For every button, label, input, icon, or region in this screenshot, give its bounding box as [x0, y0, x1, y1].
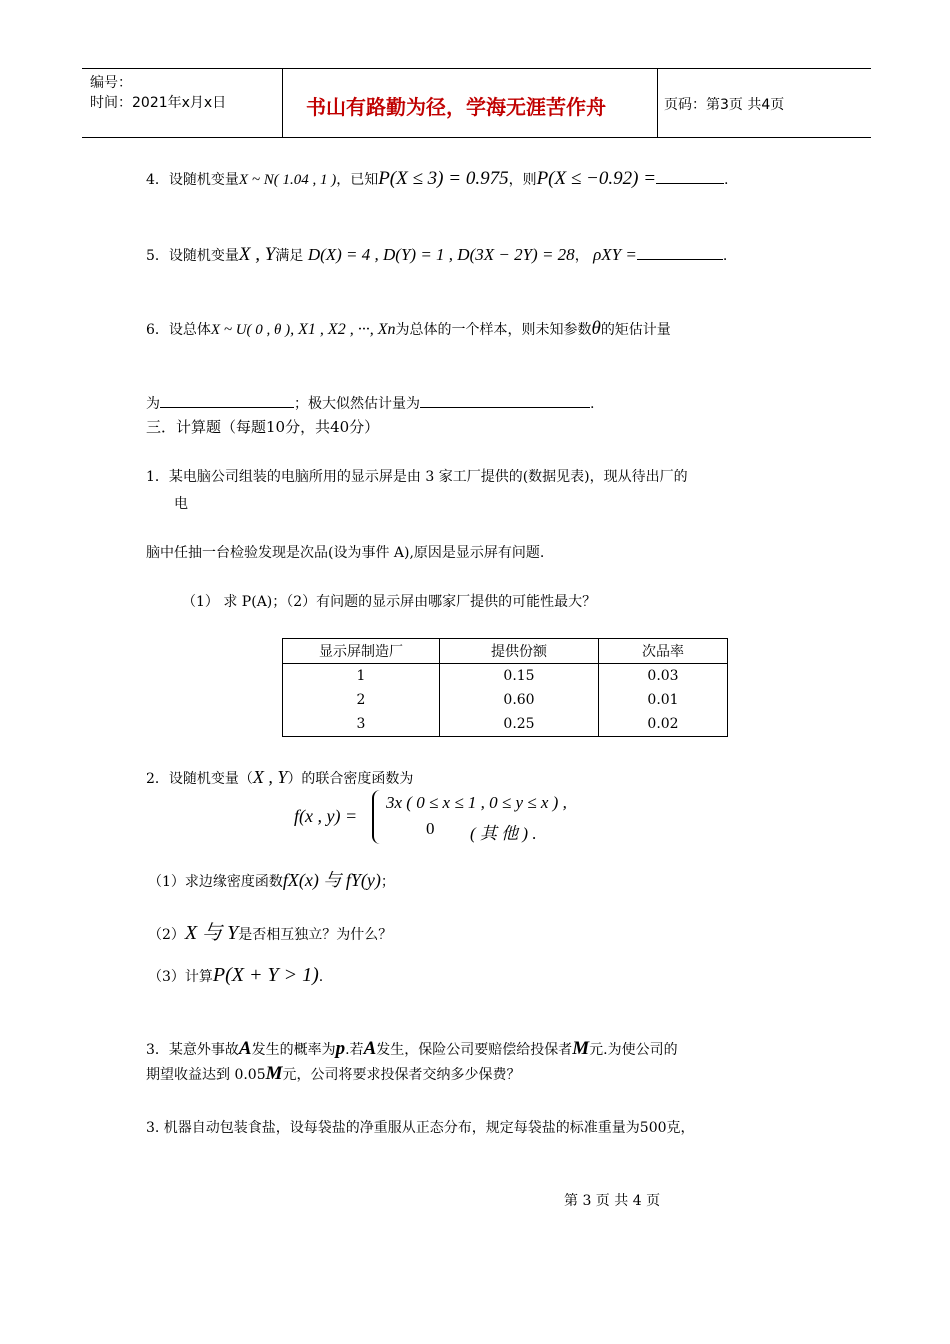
density-case-2-condition: ( 其 他 ) . — [470, 824, 537, 843]
problem-2-sub3: （3）计算P(X + Y > 1). — [148, 964, 324, 986]
table-header-row — [283, 639, 728, 664]
density-case-2-value: 0 — [426, 819, 435, 838]
table-cell: 0.03 — [599, 664, 728, 689]
table-header: 次品率 — [599, 639, 728, 664]
problem-1-line1b: 电 — [174, 496, 188, 512]
problem-2-sub2: （2）X 与 Y是否相互独立？为什么？ — [148, 922, 393, 944]
density-case-1: 3x ( 0 ≤ x ≤ 1 , 0 ≤ y ≤ x ) , — [386, 793, 567, 812]
answer-blank[interactable] — [637, 245, 723, 260]
problem-3b-line1: 3. 机器自动包装食盐，设每袋盐的净重服从正态分布，规定每袋盐的标准重量为500克， — [146, 1120, 695, 1136]
table-cell: 0.15 — [440, 664, 599, 689]
header-divider — [282, 69, 283, 137]
supplier-table — [282, 638, 728, 737]
table-cell: 0.02 — [599, 712, 728, 737]
table-cell: 3 — [283, 712, 440, 737]
motto: 书山有路勤为径，学海无涯苦作舟 — [306, 95, 606, 119]
table-cell: 0.60 — [440, 688, 599, 712]
answer-blank[interactable] — [656, 169, 724, 184]
header-divider — [657, 69, 658, 137]
section-3-title: 三．计算题（每题10分，共40分） — [146, 418, 380, 436]
table-header: 显示屏制造厂 — [283, 639, 440, 664]
page-footer: 第 3 页 共 4 页 — [564, 1193, 661, 1209]
brace — [372, 790, 384, 844]
table-cell: 0.25 — [440, 712, 599, 737]
problem-2-sub1: （1）求边缘密度函数fX(x) 与 fY(y)； — [148, 870, 395, 890]
answer-blank[interactable] — [160, 393, 294, 408]
table-cell: 0.01 — [599, 688, 728, 712]
table-row — [283, 712, 728, 737]
problem-2-intro: 2．设随机变量（X , Y）的联合密度函数为 — [146, 767, 414, 787]
table-header: 提供份额 — [440, 639, 599, 664]
question-5: 5．设随机变量X , Y满足 D(X) = 4 , D(Y) = 1 , D(3X − 2Y) = 28， ρXY = . — [146, 244, 728, 265]
problem-1-line1: 1．某电脑公司组装的电脑所用的显示屏是由 3 家工厂提供的(数据见表)，现从待出厂的 — [146, 469, 688, 485]
question-6: 6．设总体X ~ U( 0 , θ ), X1 , X2 , ···, Xn为总体的一个样本，则未知参数θ的矩估计量 — [146, 318, 671, 339]
page-label: 页码：第3页 共4页 — [664, 97, 785, 113]
table-cell: 2 — [283, 688, 440, 712]
table-row — [283, 664, 728, 689]
time-label: 时间：2021年x月x日 — [90, 95, 227, 111]
question-6-line2: 为 ；极大似然估计量为 . — [146, 393, 594, 413]
table-row — [283, 688, 728, 712]
answer-blank[interactable] — [420, 393, 590, 408]
problem-1-line3: （1） 求 P(A)；（2）有问题的显示屏由哪家厂提供的可能性最大？ — [182, 594, 597, 610]
problem-3-line1: 3．某意外事故A发生的概率为p.若A发生，保险公司要赔偿给投保者M元.为使公司的 — [146, 1038, 678, 1059]
table-cell: 1 — [283, 664, 440, 689]
problem-1-line2: 脑中任抽一台检验发现是次品(设为事件 A),原因是显示屏有问题. — [146, 545, 545, 561]
question-4: 4．设随机变量X ~ N( 1.04 , 1 )，已知P(X ≤ 3) = 0.975，则P(X ≤ −0.92) = . — [146, 168, 729, 189]
density-function-label: f(x , y) = — [294, 806, 358, 826]
problem-3-line2: 期望收益达到 0.05M元，公司将要求投保者交纳多少保费？ — [146, 1063, 521, 1084]
number-label: 编号： — [90, 75, 132, 91]
